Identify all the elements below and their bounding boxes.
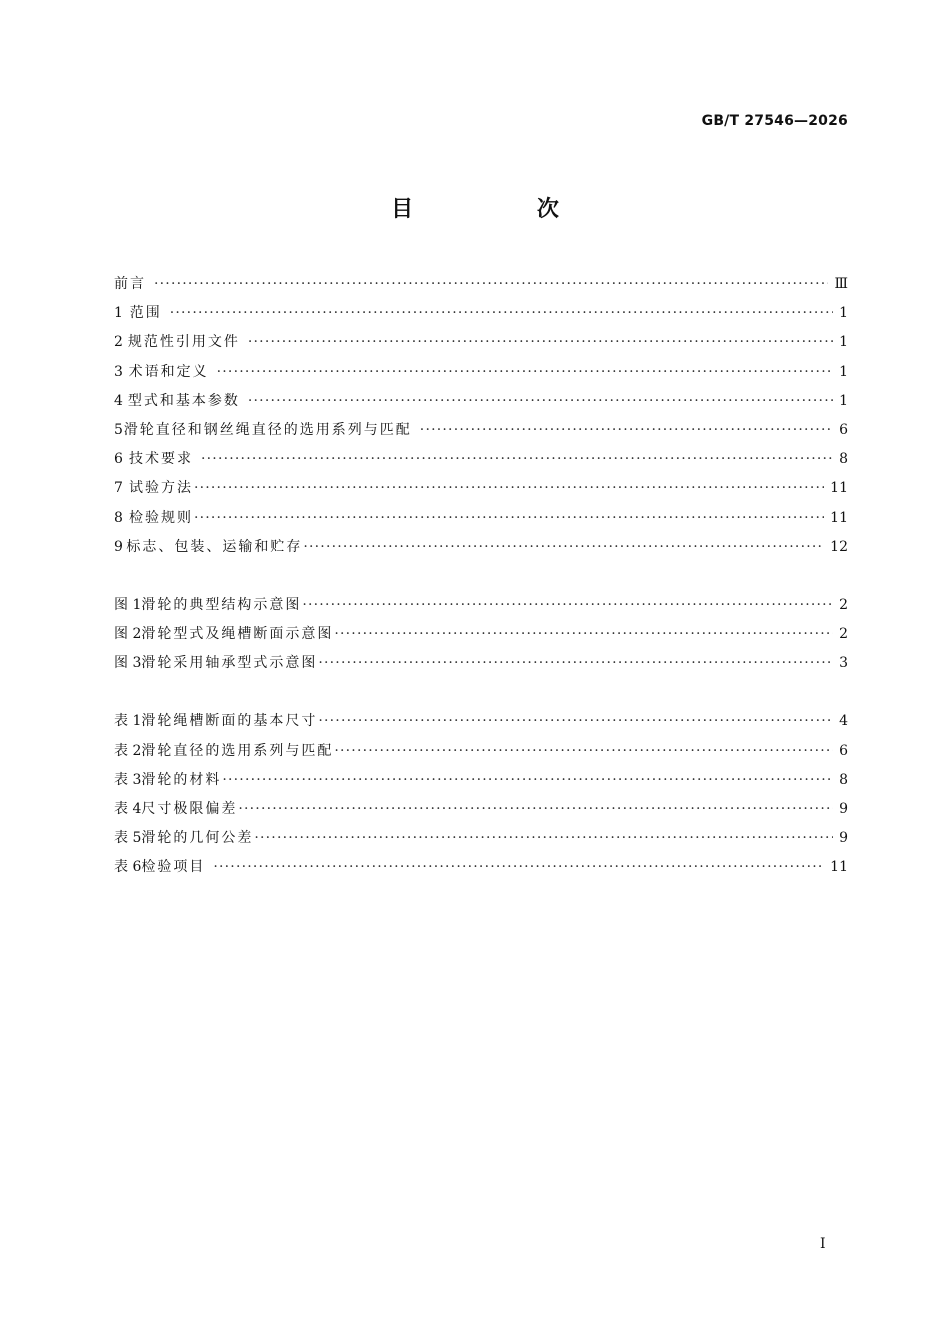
- page-title: 目 次: [391, 197, 617, 222]
- toc-entry-label: 滑轮直径和钢丝绳直径的选用系列与匹配: [123, 421, 412, 438]
- toc-entry-page: 1: [839, 334, 848, 351]
- toc-leader-dots: [318, 707, 833, 736]
- toc-entry-number: 表 4: [114, 801, 142, 817]
- toc-leader-dots: [303, 533, 824, 562]
- toc-entry-page: 11: [830, 509, 848, 526]
- toc-entry-section-3[interactable]: [114, 358, 848, 387]
- toc-entry-number: 表 6: [114, 859, 142, 876]
- toc-entry-label: 检验项目: [141, 859, 206, 876]
- toc-entry-figure-2[interactable]: [114, 620, 848, 649]
- toc-entry-label: 滑轮型式及绳槽断面示意图: [141, 626, 334, 643]
- toc-entry-label: 滑轮的典型结构示意图: [141, 596, 302, 613]
- toc-entry-label: 标志、包装、运输和贮存: [126, 538, 303, 555]
- toc-entry-number: 表 3: [114, 771, 142, 788]
- toc-entry-number: 图 1: [114, 596, 142, 613]
- toc-entry-section-8[interactable]: [114, 504, 848, 533]
- toc-entry-page: 3: [839, 655, 848, 672]
- toc-entry-number: 表 5: [114, 830, 142, 847]
- toc-leader-dots: [334, 620, 833, 649]
- toc-entry-page: 9: [839, 830, 848, 847]
- toc-entry-section-1[interactable]: [114, 299, 848, 328]
- toc-tables: [114, 707, 848, 882]
- toc-entry-number: 1: [114, 305, 123, 322]
- toc-leader-dots: [201, 445, 833, 474]
- toc-entry-section-7[interactable]: [114, 474, 848, 503]
- toc-leader-dots: [334, 737, 833, 766]
- toc-entry-page: 12: [830, 538, 848, 555]
- toc-entry-number: 2: [114, 334, 123, 351]
- toc-leader-dots: [238, 795, 833, 824]
- toc-leader-dots: [217, 358, 833, 387]
- toc-entry-page: 2: [839, 626, 848, 643]
- table-of-contents: [114, 270, 848, 883]
- toc-entry-label: 滑轮的材料: [141, 771, 222, 788]
- toc-entry-page: 11: [830, 859, 848, 876]
- toc-entry-page: 6: [839, 421, 848, 438]
- toc-entry-page: 9: [839, 801, 848, 817]
- toc-entry-number: 图 3: [114, 655, 142, 672]
- toc-entry-label: 试验方法: [128, 480, 193, 497]
- toc-entry-table-4[interactable]: [114, 795, 848, 824]
- toc-entry-label: 范围: [129, 305, 162, 322]
- toc-leader-dots: [248, 387, 833, 416]
- toc-entry-number: 5: [114, 421, 123, 438]
- toc-entry-table-1[interactable]: [114, 707, 848, 736]
- toc-entry-figure-1[interactable]: [114, 591, 848, 620]
- toc-leader-dots: [170, 299, 833, 328]
- toc-entry-label: 技术要求: [129, 451, 193, 468]
- toc-leader-dots: [420, 416, 833, 445]
- toc-leader-dots: [194, 474, 824, 503]
- toc-entry-page: 11: [830, 480, 848, 497]
- toc-entry-number: 表 2: [114, 742, 142, 759]
- toc-entry-label: 检验规则: [128, 509, 193, 526]
- toc-entry-page: 1: [839, 363, 848, 380]
- toc-entry-number: 7: [114, 480, 123, 497]
- toc-leader-dots: [194, 504, 824, 533]
- standard-code: GB/T 27546—2026: [701, 113, 848, 129]
- toc-leader-dots: [222, 766, 833, 795]
- toc-entry-preface[interactable]: [114, 270, 848, 299]
- toc-entry-number: 4: [114, 392, 123, 409]
- toc-entry-page: 1: [839, 392, 848, 409]
- toc-leader-dots: [213, 853, 824, 882]
- toc-sections: [114, 270, 848, 562]
- toc-entry-number: 6: [114, 451, 123, 468]
- toc-entry-label: 滑轮直径的选用系列与匹配: [141, 742, 334, 759]
- toc-entry-table-3[interactable]: [114, 766, 848, 795]
- toc-entry-section-6[interactable]: [114, 445, 848, 474]
- toc-entry-label: 滑轮的几何公差: [141, 830, 254, 847]
- page-number: I: [820, 1236, 826, 1252]
- toc-entry-label: 规范性引用文件: [127, 334, 240, 351]
- toc-entry-page: 2: [839, 596, 848, 613]
- toc-entry-section-4[interactable]: [114, 387, 848, 416]
- toc-entry-number: 9: [114, 538, 123, 555]
- toc-entry-label: 滑轮采用轴承型式示意图: [141, 655, 318, 672]
- toc-entry-page: 8: [839, 451, 848, 468]
- toc-entry-label: 术语和定义: [128, 363, 209, 380]
- toc-leader-dots: [318, 649, 833, 678]
- toc-entry-label: 滑轮绳槽断面的基本尺寸: [141, 713, 318, 730]
- toc-leader-dots: [154, 270, 828, 299]
- toc-entry-page: Ⅲ: [834, 276, 848, 292]
- toc-entry-number: 图 2: [114, 626, 142, 643]
- toc-entry-label: 前言: [114, 276, 146, 292]
- toc-entry-page: 8: [839, 771, 848, 788]
- toc-entry-figure-3[interactable]: [114, 649, 848, 678]
- toc-entry-section-9[interactable]: [114, 533, 848, 562]
- toc-entry-label: 尺寸极限偏差: [141, 801, 238, 817]
- toc-entry-page: 6: [839, 742, 848, 759]
- toc-leader-dots: [248, 328, 833, 357]
- toc-leader-dots: [254, 824, 833, 853]
- toc-entry-number: 8: [114, 509, 123, 526]
- toc-entry-section-2[interactable]: [114, 328, 848, 357]
- toc-entry-label: 型式和基本参数: [127, 392, 240, 409]
- toc-entry-number: 3: [114, 363, 123, 380]
- toc-entry-page: 4: [839, 713, 848, 730]
- toc-entry-page: 1: [839, 305, 848, 322]
- toc-entry-table-6[interactable]: [114, 853, 848, 882]
- toc-entry-table-5[interactable]: [114, 824, 848, 853]
- toc-entry-number: 表 1: [114, 713, 142, 730]
- toc-entry-table-2[interactable]: [114, 737, 848, 766]
- toc-entry-section-5[interactable]: [114, 416, 848, 445]
- toc-figures: [114, 591, 848, 679]
- toc-leader-dots: [302, 591, 833, 620]
